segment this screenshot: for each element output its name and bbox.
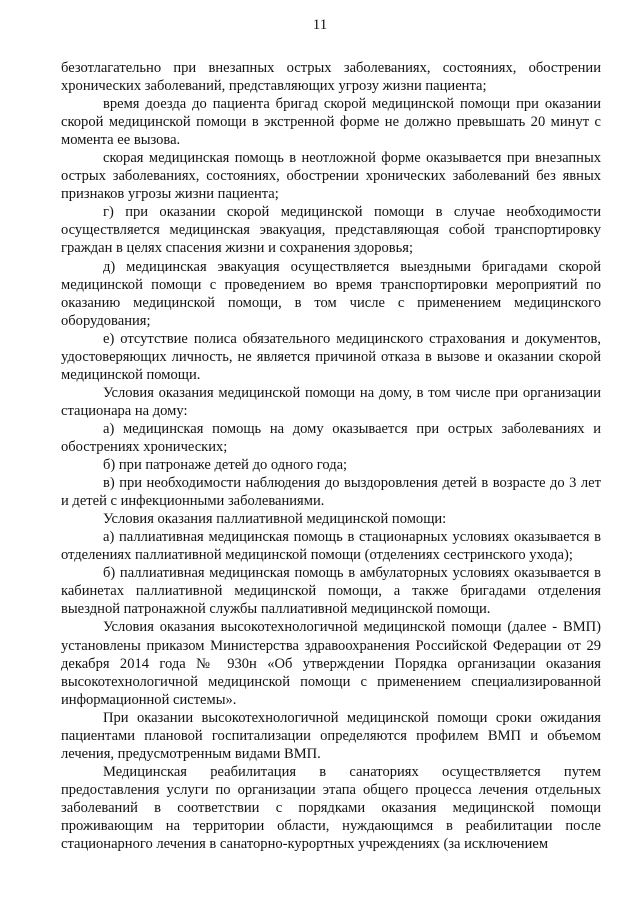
paragraph: е) отсутствие полиса обязательного медицинского страхования и документов, удостоверяющих личность, не является причиной отказа в вызове и оказании скорой медицинской помощи. xyxy=(61,330,601,383)
paragraph: При оказании высокотехнологичной медицинской помощи сроки ожидания пациентами плановой госпитализации определяются профилем ВМП и объемом лечения, предусмотренным видами ВМП. xyxy=(61,709,601,762)
paragraph: б) при патронаже детей до одного года; xyxy=(103,457,348,474)
paragraph: время доезда до пациента бригад скорой медицинской помощи при оказании скорой медицинской помощи в экстренной форме не должно превышать 20 минут с момента ее вызова. xyxy=(61,96,601,149)
paragraph: Условия оказания высокотехнологичной медицинской помощи (далее - ВМП) установлены приказом Министерства здравоохранения Российской Федерации от 29 декабря 2014 года № 930н «Об утверждении Порядка организации оказания высокотехнологичной медицинской помощи с применением специализированной информационной системы». xyxy=(61,619,601,708)
paragraph: Условия оказания паллиативной медицинской помощи: xyxy=(103,511,447,528)
paragraph: д) медицинская эвакуация осуществляется выездными бригадами скорой медицинской помощи с проведением во время транспортировки мероприятий по оказанию медицинской помощи, в том числе с применением медицинского оборудования; xyxy=(61,258,601,329)
paragraph: б) паллиативная медицинская помощь в амбулаторных условиях оказывается в кабинетах паллиативной медицинской помощи, а также бригадами отделения выездной патронажной службы паллиативной медицинской помощи. xyxy=(61,565,601,618)
paragraph: безотлагательно при внезапных острых заболеваниях, состояниях, обострении хронических заболеваний, представляющих угрозу жизни пациента; xyxy=(61,60,601,95)
paragraph: а) медицинская помощь на дому оказывается при острых заболеваниях и обострениях хронических; xyxy=(61,420,601,455)
paragraph: скорая медицинская помощь в неотложной форме оказывается при внезапных острых заболеваниях, состояниях, обострении хронических заболеваний без явных признаков угрозы жизни пациента; xyxy=(61,150,601,203)
paragraph: в) при необходимости наблюдения до выздоровления детей в возрасте до 3 лет и детей с инфекционными заболеваниями. xyxy=(61,475,601,510)
page-number: 11 xyxy=(312,17,328,33)
document-body xyxy=(61,59,601,853)
paragraph: г) при оказании скорой медицинской помощи в случае необходимости осуществляется медицинская эвакуация, представляющая собой транспортировку граждан в целях спасения жизни и сохранения здоровья; xyxy=(61,204,601,257)
paragraph: Условия оказания медицинской помощи на дому, в том числе при организации стационара на дому: xyxy=(61,384,601,419)
paragraph: Медицинская реабилитация в санаториях осуществляется путем предоставления услуги по организации этапа общего процесса лечения отдельных заболеваний в соответствии с порядками оказания медицинской помощи проживающим на территории области, нуждающимся в реабилитации после стационарного лечения в санаторно-курортных учреждениях (за исключением xyxy=(61,763,601,853)
paragraph: а) паллиативная медицинская помощь в стационарных условиях оказывается в отделениях паллиативной медицинской помощи (отделениях сестринского ухода); xyxy=(61,529,601,564)
